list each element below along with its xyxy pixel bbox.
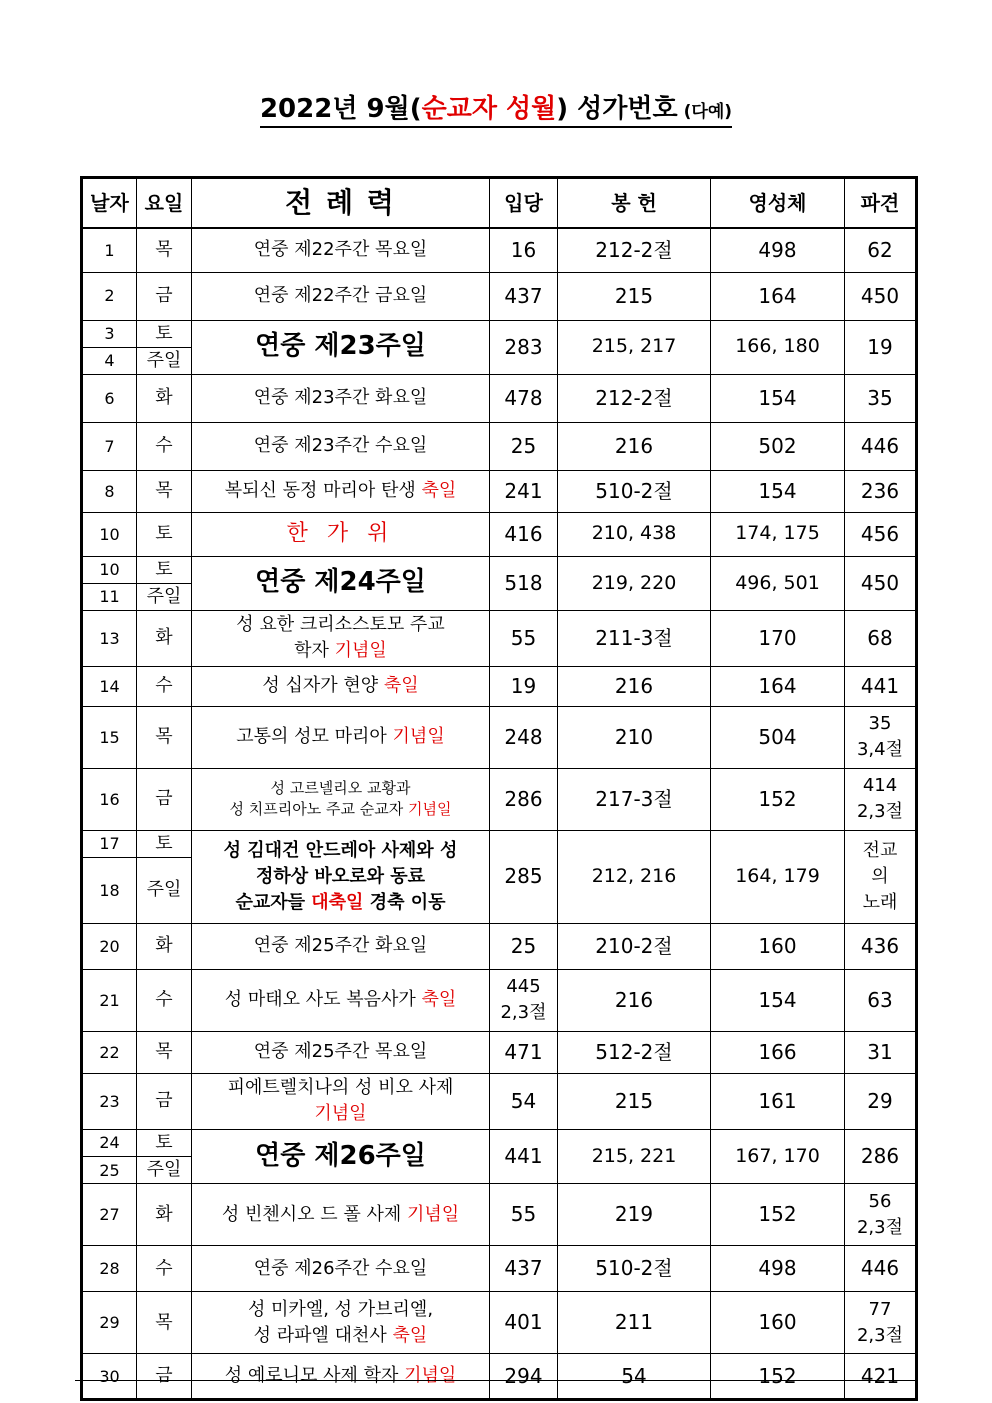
- header-communion: 영성체: [711, 178, 845, 229]
- liturgy-cell: 연중 제23주간 수요일: [192, 422, 490, 470]
- table-row: [82, 1184, 917, 1246]
- liturgy-cell: [192, 768, 490, 830]
- dow-cell: 주일: [137, 583, 192, 610]
- recessional-cell: 35: [845, 374, 917, 422]
- day-cell: 10: [82, 556, 137, 583]
- liturgy-line-2: 성 라파엘 대천사: [253, 1324, 393, 1346]
- day-cell: 1: [82, 228, 137, 272]
- day-cell: 13: [82, 610, 137, 666]
- communion-cell: 164: [711, 272, 845, 320]
- liturgy-cell: [192, 1292, 490, 1354]
- offertory-cell: 212-2절: [558, 374, 711, 422]
- liturgy-cell: 연중 제22주간 목요일: [192, 228, 490, 272]
- header-day: 날자: [82, 178, 137, 229]
- day-cell: 2: [82, 272, 137, 320]
- dow-cell: 화: [137, 1184, 192, 1246]
- entrance-cell: 55: [490, 610, 558, 666]
- dow-cell: 목: [137, 1292, 192, 1354]
- table-row: [82, 1129, 917, 1156]
- header-offertory: 봉 헌: [558, 178, 711, 229]
- verse-note: 2,3절: [856, 801, 903, 823]
- entrance-cell: 441: [490, 1129, 558, 1183]
- offertory-cell: 212-2절: [558, 228, 711, 272]
- feast-rank: 기념일: [334, 640, 387, 662]
- liturgy-text: 성 빈첸시오 드 폴 사제: [221, 1203, 407, 1225]
- communion-cell: 152: [711, 768, 845, 830]
- footer-divider: [75, 1380, 918, 1381]
- entrance-cell: 294: [490, 1354, 558, 1400]
- recessional-cell: [845, 706, 917, 768]
- verse-note: 2,3절: [856, 1324, 903, 1346]
- recessional-cell: [845, 768, 917, 830]
- liturgy-line-1: 피에트렐치나의 성 비오 사제: [227, 1077, 454, 1099]
- dow-cell: 주일: [137, 1157, 192, 1184]
- day-cell: 25: [82, 1157, 137, 1184]
- table-row: [82, 1292, 917, 1354]
- feast-rank: 기념일: [404, 1365, 457, 1387]
- liturgy-cell: [192, 610, 490, 666]
- day-cell: 18: [82, 857, 137, 923]
- header-dow: 요일: [137, 178, 192, 229]
- entrance-cell: 241: [490, 470, 558, 512]
- table-row: [82, 706, 917, 768]
- entrance-cell: 55: [490, 1184, 558, 1246]
- recessional-cell: 436: [845, 923, 917, 969]
- liturgy-cell: 연중 제24주일: [192, 556, 490, 610]
- liturgy-line-2: 정하상 바오로와 동료: [255, 865, 426, 887]
- hymn-title-1: 전교: [862, 839, 898, 861]
- entrance-cell: 518: [490, 556, 558, 610]
- day-cell: 23: [82, 1073, 137, 1129]
- table-row: [82, 320, 917, 347]
- entrance-cell: 25: [490, 923, 558, 969]
- day-cell: 20: [82, 923, 137, 969]
- hymn-number: 445: [506, 976, 541, 998]
- day-cell: 17: [82, 830, 137, 857]
- liturgy-text: 복되신 동정 마리아 탄생: [224, 480, 422, 502]
- entrance-cell: 19: [490, 666, 558, 706]
- recessional-cell: 31: [845, 1031, 917, 1073]
- liturgy-line-1: 성 김대건 안드레아 사제와 성: [223, 839, 458, 861]
- liturgy-cell: 한 가 위: [192, 512, 490, 556]
- communion-cell: 498: [711, 1246, 845, 1292]
- offertory-cell: 210: [558, 706, 711, 768]
- table-row: [82, 610, 917, 666]
- entrance-cell: 471: [490, 1031, 558, 1073]
- day-cell: 3: [82, 320, 137, 347]
- liturgy-line-2: 학자: [294, 640, 335, 662]
- communion-cell: 166, 180: [711, 320, 845, 374]
- title-highlight: 순교자 성월: [421, 94, 557, 124]
- entrance-cell: 248: [490, 706, 558, 768]
- table-row: [82, 512, 917, 556]
- communion-cell: 167, 170: [711, 1129, 845, 1183]
- hymn-title-3: 노래: [862, 891, 898, 913]
- verse-note: 2,3절: [500, 1002, 547, 1024]
- offertory-cell: 512-2절: [558, 1031, 711, 1073]
- dow-cell: 목: [137, 706, 192, 768]
- offertory-cell: 212, 216: [558, 830, 711, 923]
- liturgy-cell: [192, 470, 490, 512]
- communion-cell: 502: [711, 422, 845, 470]
- table-row: [82, 228, 917, 272]
- entrance-cell: 286: [490, 768, 558, 830]
- day-cell: 14: [82, 666, 137, 706]
- table-row: [82, 1031, 917, 1073]
- communion-cell: 152: [711, 1184, 845, 1246]
- entrance-cell: [490, 969, 558, 1031]
- offertory-cell: 215, 221: [558, 1129, 711, 1183]
- table-row: [82, 374, 917, 422]
- day-cell: 28: [82, 1246, 137, 1292]
- dow-cell: 화: [137, 374, 192, 422]
- feast-rank: 대축일: [311, 891, 364, 913]
- liturgy-cell: [192, 706, 490, 768]
- entrance-cell: 25: [490, 422, 558, 470]
- table-row: [82, 422, 917, 470]
- feast-rank: 기념일: [392, 726, 445, 748]
- offertory-cell: 216: [558, 422, 711, 470]
- day-cell: 6: [82, 374, 137, 422]
- offertory-cell: 219: [558, 1184, 711, 1246]
- header-liturgy: 전 례 력: [192, 178, 490, 229]
- dow-cell: 화: [137, 923, 192, 969]
- recessional-cell: 63: [845, 969, 917, 1031]
- liturgy-cell: [192, 1073, 490, 1129]
- hymn-number: 414: [862, 775, 898, 797]
- communion-cell: 170: [711, 610, 845, 666]
- liturgy-line-1: 성 요한 크리소스토모 주교: [236, 614, 445, 636]
- communion-cell: 504: [711, 706, 845, 768]
- communion-cell: 164: [711, 666, 845, 706]
- offertory-cell: 217-3절: [558, 768, 711, 830]
- offertory-cell: 215: [558, 1073, 711, 1129]
- communion-cell: 166: [711, 1031, 845, 1073]
- verse-note: 3,4절: [856, 739, 903, 761]
- dow-cell: 수: [137, 1246, 192, 1292]
- table-row: [82, 666, 917, 706]
- feast-rank: 축일: [383, 675, 419, 697]
- liturgy-cell: 연중 제25주간 화요일: [192, 923, 490, 969]
- dow-cell: 토: [137, 556, 192, 583]
- recessional-cell: 446: [845, 1246, 917, 1292]
- day-cell: 29: [82, 1292, 137, 1354]
- communion-cell: 496, 501: [711, 556, 845, 610]
- liturgy-line-3b: 경축 이동: [363, 891, 446, 913]
- day-cell: 11: [82, 583, 137, 610]
- liturgy-line-1: 성 고르넬리오 교황과: [270, 778, 411, 797]
- table-row: [82, 272, 917, 320]
- liturgy-cell: [192, 1184, 490, 1246]
- table-row: [82, 1354, 917, 1400]
- liturgy-text: 성 마태오 사도 복음사가: [224, 989, 422, 1011]
- day-cell: 30: [82, 1354, 137, 1400]
- liturgy-cell: 연중 제23주간 화요일: [192, 374, 490, 422]
- header-row: [82, 178, 917, 229]
- liturgy-cell: 연중 제25주간 목요일: [192, 1031, 490, 1073]
- liturgy-cell: 연중 제22주간 금요일: [192, 272, 490, 320]
- communion-cell: 498: [711, 228, 845, 272]
- liturgy-cell: 연중 제26주간 수요일: [192, 1246, 490, 1292]
- liturgy-text: 고통의 성모 마리아: [236, 726, 393, 748]
- liturgy-cell: [192, 830, 490, 923]
- day-cell: 7: [82, 422, 137, 470]
- hymn-title-2: 의: [871, 865, 889, 887]
- entrance-cell: 478: [490, 374, 558, 422]
- communion-cell: 161: [711, 1073, 845, 1129]
- hymn-number: 77: [868, 1298, 892, 1320]
- dow-cell: 화: [137, 610, 192, 666]
- dow-cell: 금: [137, 1073, 192, 1129]
- offertory-cell: 211-3절: [558, 610, 711, 666]
- feast-rank: 축일: [392, 1324, 428, 1346]
- title-text-2: ) 성가번호: [556, 94, 678, 124]
- dow-cell: 주일: [137, 857, 192, 923]
- offertory-cell: 216: [558, 969, 711, 1031]
- offertory-cell: 510-2절: [558, 470, 711, 512]
- dow-cell: 금: [137, 1354, 192, 1400]
- liturgy-text: 성 예로니모 사제 학자: [224, 1365, 405, 1387]
- feast-rank: 축일: [421, 480, 457, 502]
- recessional-cell: 68: [845, 610, 917, 666]
- entrance-cell: 16: [490, 228, 558, 272]
- table-row: [82, 768, 917, 830]
- communion-cell: 160: [711, 923, 845, 969]
- communion-cell: 154: [711, 470, 845, 512]
- day-cell: 4: [82, 347, 137, 374]
- dow-cell: 수: [137, 666, 192, 706]
- table-row: [82, 556, 917, 583]
- day-cell: 27: [82, 1184, 137, 1246]
- dow-cell: 목: [137, 470, 192, 512]
- table-row: [82, 1073, 917, 1129]
- hymn-schedule-table: [80, 176, 918, 1401]
- offertory-cell: 210-2절: [558, 923, 711, 969]
- feast-rank: 축일: [421, 989, 457, 1011]
- offertory-cell: 211: [558, 1292, 711, 1354]
- dow-cell: 목: [137, 228, 192, 272]
- dow-cell: 토: [137, 512, 192, 556]
- dow-cell: 토: [137, 320, 192, 347]
- dow-cell: 금: [137, 272, 192, 320]
- dow-cell: 수: [137, 422, 192, 470]
- communion-cell: 174, 175: [711, 512, 845, 556]
- communion-cell: 154: [711, 969, 845, 1031]
- offertory-cell: 210, 438: [558, 512, 711, 556]
- recessional-cell: [845, 830, 917, 923]
- liturgy-text: 성 십자가 현양: [262, 675, 384, 697]
- title-text: 2022년 9월(: [259, 94, 422, 124]
- recessional-cell: 456: [845, 512, 917, 556]
- recessional-cell: 29: [845, 1073, 917, 1129]
- liturgy-cell: [192, 969, 490, 1031]
- table-row: [82, 1246, 917, 1292]
- recessional-cell: 236: [845, 470, 917, 512]
- liturgy-line-1: 성 미카엘, 성 가브리엘,: [247, 1298, 434, 1320]
- dow-cell: 수: [137, 969, 192, 1031]
- communion-cell: 164, 179: [711, 830, 845, 923]
- liturgy-line-3: 순교자들: [235, 891, 312, 913]
- day-cell: 8: [82, 470, 137, 512]
- communion-cell: 152: [711, 1354, 845, 1400]
- hymn-number: 56: [868, 1190, 892, 1212]
- recessional-cell: 286: [845, 1129, 917, 1183]
- day-cell: 16: [82, 768, 137, 830]
- day-cell: 22: [82, 1031, 137, 1073]
- table-row: [82, 830, 917, 857]
- communion-cell: 160: [711, 1292, 845, 1354]
- recessional-cell: [845, 1184, 917, 1246]
- page-title: [0, 88, 992, 125]
- header-entrance: 입당: [490, 178, 558, 229]
- feast-rank: 기념일: [407, 800, 452, 819]
- dow-cell: 주일: [137, 347, 192, 374]
- day-cell: 24: [82, 1129, 137, 1156]
- offertory-cell: 54: [558, 1354, 711, 1400]
- offertory-cell: 215, 217: [558, 320, 711, 374]
- communion-cell: 154: [711, 374, 845, 422]
- recessional-cell: 446: [845, 422, 917, 470]
- feast-rank: 기념일: [406, 1203, 460, 1225]
- recessional-cell: 450: [845, 272, 917, 320]
- offertory-cell: 219, 220: [558, 556, 711, 610]
- offertory-cell: 216: [558, 666, 711, 706]
- entrance-cell: 401: [490, 1292, 558, 1354]
- liturgy-cell: [192, 1354, 490, 1400]
- verse-note: 2,3절: [856, 1216, 903, 1238]
- day-cell: 21: [82, 969, 137, 1031]
- title-note: (다예): [683, 102, 733, 122]
- dow-cell: 금: [137, 768, 192, 830]
- table-row: [82, 923, 917, 969]
- entrance-cell: 416: [490, 512, 558, 556]
- entrance-cell: 437: [490, 1246, 558, 1292]
- liturgy-cell: 연중 제23주일: [192, 320, 490, 374]
- recessional-cell: [845, 1292, 917, 1354]
- recessional-cell: 421: [845, 1354, 917, 1400]
- entrance-cell: 437: [490, 272, 558, 320]
- liturgy-cell: [192, 666, 490, 706]
- recessional-cell: 19: [845, 320, 917, 374]
- day-cell: 15: [82, 706, 137, 768]
- entrance-cell: 283: [490, 320, 558, 374]
- liturgy-cell: 연중 제26주일: [192, 1129, 490, 1183]
- table-row: [82, 969, 917, 1031]
- hymn-number: 35: [868, 713, 892, 735]
- feast-rank: 기념일: [314, 1103, 367, 1125]
- entrance-cell: 54: [490, 1073, 558, 1129]
- header-recessional: 파견: [845, 178, 917, 229]
- offertory-cell: 510-2절: [558, 1246, 711, 1292]
- recessional-cell: 441: [845, 666, 917, 706]
- recessional-cell: 450: [845, 556, 917, 610]
- table-row: [82, 470, 917, 512]
- liturgy-line-2: 성 치프리아노 주교 순교자: [229, 800, 408, 819]
- dow-cell: 토: [137, 830, 192, 857]
- offertory-cell: 215: [558, 272, 711, 320]
- entrance-cell: 285: [490, 830, 558, 923]
- dow-cell: 토: [137, 1129, 192, 1156]
- day-cell: 10: [82, 512, 137, 556]
- dow-cell: 목: [137, 1031, 192, 1073]
- recessional-cell: 62: [845, 228, 917, 272]
